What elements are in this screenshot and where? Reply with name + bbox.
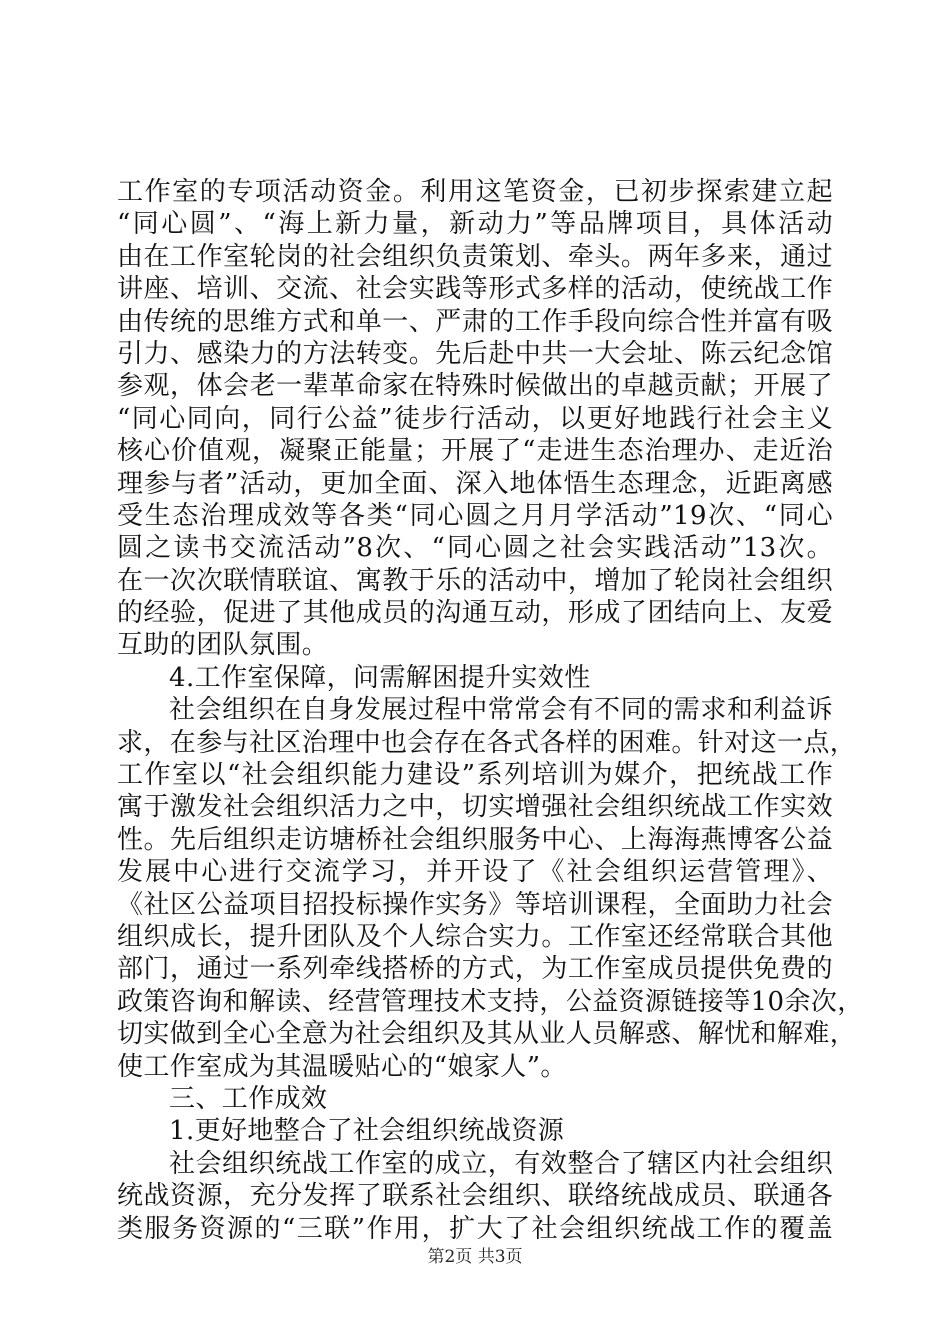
text-line: 《社区公益项目招投标操作实务》等培训课程，全面助力社会 xyxy=(117,889,833,920)
text-line: 求，在参与社区治理中也会存在各式各样的困难。针对这一点， xyxy=(117,727,857,758)
text-line: 部门，通过一系列牵线搭桥的方式，为工作室成员提供免费的 xyxy=(117,954,833,985)
text-line: 由在工作室轮岗的社会组织负责策划、牵头。两年多来，通过 xyxy=(117,241,833,272)
text-line: 社会组织统战工作室的成立，有效整合了辖区内社会组织 xyxy=(169,1148,833,1179)
text-line: 受生态治理成效等各类“同心圆之月月学活动”19次、“同心 xyxy=(117,500,833,531)
text-line: 发展中心进行交流学习，并开设了《社会组织运营管理》、 xyxy=(117,857,833,888)
text-line: 社会组织在自身发展过程中常常会有不同的需求和利益诉 xyxy=(169,695,833,726)
text-line: 互助的团队氛围。 xyxy=(117,630,329,661)
page-footer: 第2页 共3页 xyxy=(427,1247,523,1267)
text-line: 核心价值观，凝聚正能量；开展了“走进生态治理办、走近治 xyxy=(117,436,833,467)
text-line: 由传统的思维方式和单一、严肃的工作手段向综合性并富有吸 xyxy=(117,306,833,337)
text-line: 组织成长，提升团队及个人综合实力。工作室还经常联合其他 xyxy=(117,921,833,952)
text-line: 政策咨询和解读、经营管理技术支持，公益资源链接等10余次， xyxy=(117,986,864,1017)
text-line: “同心圆”、“海上新力量，新动力”等品牌项目，具体活动 xyxy=(117,209,833,240)
text-line: 引力、感染力的方法转变。先后赴中共一大会址、陈云纪念馆 xyxy=(117,338,833,369)
document-body xyxy=(117,176,864,1245)
text-line: 工作室的专项活动资金。利用这笔资金，已初步探索建立起 xyxy=(117,177,833,207)
text-line: 的经验，促进了其他成员的沟通互动，形成了团结向上、友爱 xyxy=(117,598,833,629)
text-line: 在一次次联情联谊、寓教于乐的活动中，增加了轮岗社会组织 xyxy=(117,565,833,596)
text-line: 寓于激发社会组织活力之中，切实增强社会组织统战工作实效 xyxy=(117,792,833,823)
text-line: “同心同向，同行公益”徒步行活动，以更好地践行社会主义 xyxy=(117,403,833,434)
text-line: 性。先后组织走访塘桥社会组织服务中心、上海海燕博客公益 xyxy=(117,824,833,855)
text-line: 切实做到全心全意为社会组织及其从业人员解惑、解忧和解难， xyxy=(117,1019,857,1050)
text-line: 1.更好地整合了社会组织统战资源 xyxy=(169,1116,565,1147)
text-line: 圆之读书交流活动”8次、“同心圆之社会实践活动”13次。 xyxy=(117,533,833,564)
text-line: 三、工作成效 xyxy=(169,1083,328,1114)
text-line: 理参与者”活动，更加全面、深入地体悟生态理念，近距离感 xyxy=(117,468,833,499)
text-line: 讲座、培训、交流、社会实践等形式多样的活动，使统战工作 xyxy=(117,274,833,305)
text-line: 参观，体会老一辈革命家在特殊时候做出的卓越贡献；开展了 xyxy=(117,371,833,402)
text-line: 统战资源，充分发挥了联系社会组织、联络统战成员、联通各 xyxy=(117,1181,833,1212)
text-line: 工作室以“社会组织能力建设”系列培训为媒介，把统战工作 xyxy=(117,760,833,791)
text-line: 类服务资源的“三联”作用，扩大了社会组织统战工作的覆盖 xyxy=(117,1213,833,1244)
text-line: 4.工作室保障，问需解困提升实效性 xyxy=(169,662,591,693)
text-line: 使工作室成为其温暖贴心的“娘家人”。 xyxy=(117,1051,567,1082)
